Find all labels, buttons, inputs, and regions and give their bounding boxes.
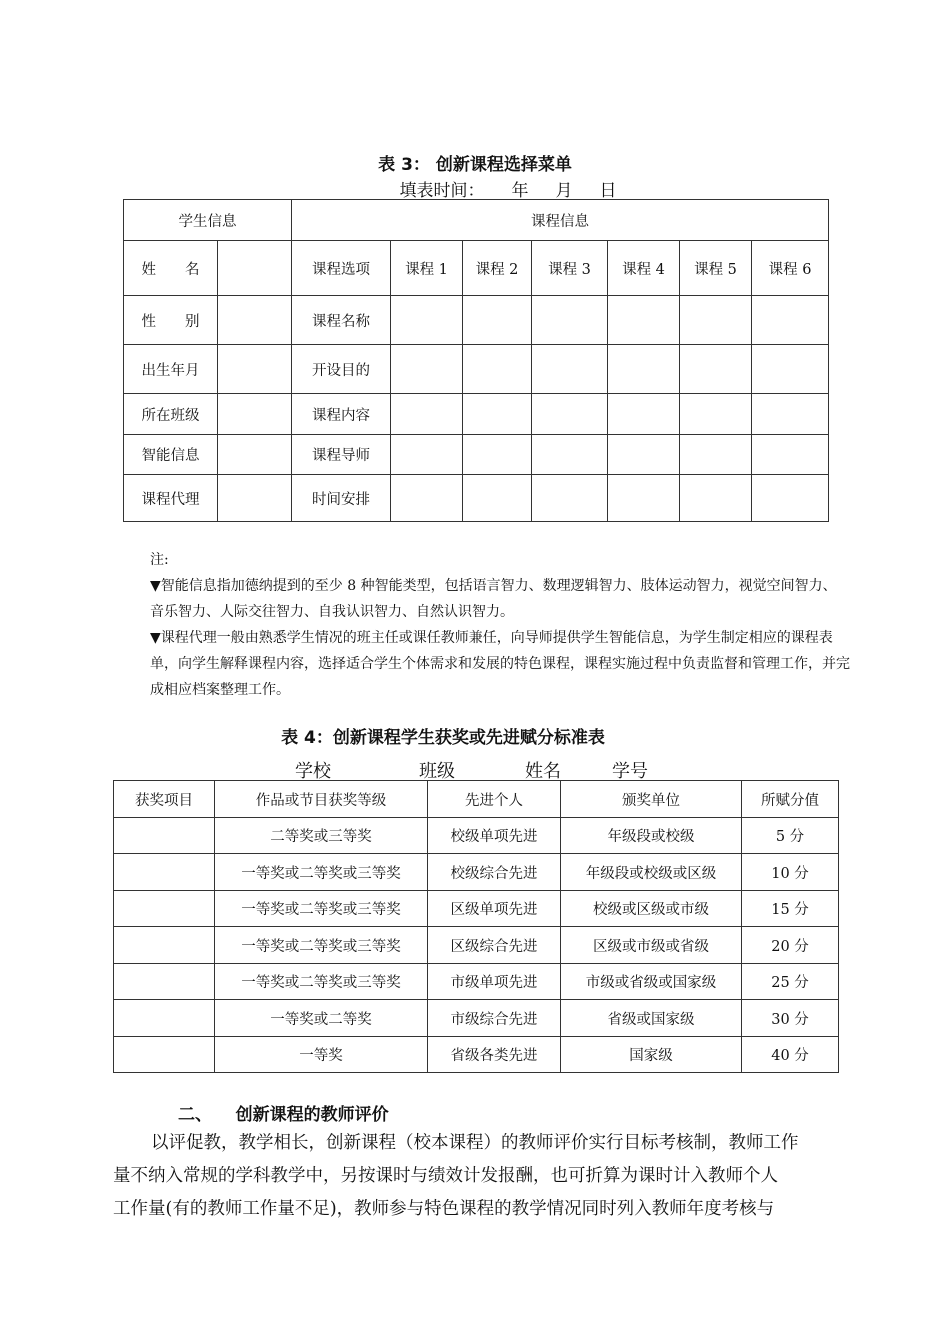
note-course-agent: ▼课程代理一般由熟悉学生情况的班主任或课任教师兼任，向导师提供学生智能信息，为学生制定相应的课程表单，向学生解释课程内容，选择适合学生个体需求和发展的特色课程，课程实施过程中负责监督和管理工作，并完成相应档案整理工作。 — [150, 630, 850, 698]
course-cell[interactable] — [680, 296, 752, 345]
student-field-value[interactable] — [218, 394, 292, 435]
issuing-unit-cell: 年级段或校级或区级 — [561, 854, 742, 891]
issuing-unit-cell: 校级或区级或市级 — [561, 891, 742, 927]
note-intelligence: ▼智能信息指加德纳提到的至少 8 种智能类型，包括语言智力、数理逻辑智力、肢体运动智力，视觉空间智力、音乐智力、人际交往智力、自我认识智力、自然认识智力。 — [150, 578, 837, 620]
award-level-cell: 一等奖或二等奖或三等奖 — [215, 964, 428, 1000]
table-row — [114, 1037, 839, 1073]
student-field-label: 性 别 — [124, 296, 218, 345]
award-level-cell: 一等奖 — [215, 1037, 428, 1073]
notes — [150, 547, 850, 703]
student-field-label: 智能信息 — [124, 435, 218, 475]
award-scoring-table — [113, 780, 839, 1073]
course-cell[interactable] — [391, 296, 463, 345]
table-row — [114, 818, 839, 854]
score-cell: 10 分 — [742, 854, 839, 891]
advanced-cell: 校级单项先进 — [428, 818, 561, 854]
section-heading: 二、 创新课程的教师评价 — [178, 1105, 389, 1125]
course-field-label: 课程导师 — [292, 435, 391, 475]
course-cell[interactable] — [532, 345, 608, 394]
course-cell[interactable] — [391, 394, 463, 435]
course-cell[interactable] — [463, 345, 532, 394]
course-cell[interactable] — [608, 475, 680, 522]
course-field-label: 开设目的 — [292, 345, 391, 394]
subheader-name: 姓名 — [525, 761, 561, 782]
paragraph-line: 以评促教，教学相长，创新课程（校本课程）的教师评价实行目标考核制，教师工作 — [151, 1133, 799, 1153]
award-level-cell: 一等奖或二等奖或三等奖 — [215, 854, 428, 891]
course-cell[interactable] — [532, 435, 608, 475]
award-level-cell: 一等奖或二等奖 — [215, 1000, 428, 1037]
student-field-label: 所在班级 — [124, 394, 218, 435]
student-field-value[interactable] — [218, 475, 292, 522]
student-field-label: 课程代理 — [124, 475, 218, 522]
table4-title: 表 4：创新课程学生获奖或先进赋分标准表 — [281, 728, 605, 748]
course-cell[interactable] — [463, 475, 532, 522]
course-cell[interactable] — [532, 394, 608, 435]
advanced-cell: 市级单项先进 — [428, 964, 561, 1000]
course-cell[interactable] — [752, 435, 829, 475]
course-col-3: 课程 3 — [532, 241, 608, 296]
issuing-unit-cell: 市级或省级或国家级 — [561, 964, 742, 1000]
course-cell[interactable] — [463, 296, 532, 345]
course-col-2: 课程 2 — [463, 241, 532, 296]
student-field-value[interactable] — [218, 345, 292, 394]
section-paragraph — [113, 1127, 853, 1226]
course-cell[interactable] — [391, 475, 463, 522]
header-award-item: 获奖项目 — [114, 781, 215, 818]
course-cell[interactable] — [463, 394, 532, 435]
issuing-unit-cell: 国家级 — [561, 1037, 742, 1073]
course-col-1: 课程 1 — [391, 241, 463, 296]
paragraph-line: 工作量(有的教师工作量不足)，教师参与特色课程的教学情况同时列入教师年度考核与 — [113, 1199, 775, 1219]
paragraph-line: 量不纳入常规的学科教学中，另按课时与绩效计发报酬，也可折算为课时计入教师个人 — [113, 1166, 778, 1186]
score-cell: 15 分 — [742, 891, 839, 927]
notes-label: 注: — [150, 552, 169, 568]
advanced-cell: 区级综合先进 — [428, 927, 561, 964]
course-field-label: 时间安排 — [292, 475, 391, 522]
table-row — [114, 927, 839, 964]
advanced-cell: 省级各类先进 — [428, 1037, 561, 1073]
award-item-cell[interactable] — [114, 1037, 215, 1073]
course-field-label: 课程内容 — [292, 394, 391, 435]
header-score: 所赋分值 — [742, 781, 839, 818]
student-field-label: 姓 名 — [124, 241, 218, 296]
course-cell[interactable] — [752, 475, 829, 522]
course-cell[interactable] — [463, 435, 532, 475]
score-cell: 5 分 — [742, 818, 839, 854]
student-field-value[interactable] — [218, 435, 292, 475]
table-row — [114, 1000, 839, 1037]
fill-time: 填表时间： 年 月 日 — [399, 181, 617, 201]
table-row — [114, 891, 839, 927]
course-cell[interactable] — [752, 296, 829, 345]
student-field-value[interactable] — [218, 296, 292, 345]
table-row — [114, 854, 839, 891]
course-cell[interactable] — [391, 345, 463, 394]
student-field-value[interactable] — [218, 241, 292, 296]
student-field-label: 出生年月 — [124, 345, 218, 394]
course-cell[interactable] — [680, 394, 752, 435]
award-level-cell: 一等奖或二等奖或三等奖 — [215, 927, 428, 964]
table-row — [114, 964, 839, 1000]
award-item-cell[interactable] — [114, 1000, 215, 1037]
score-cell: 25 分 — [742, 964, 839, 1000]
course-cell[interactable] — [680, 475, 752, 522]
subheader-student-id: 学号 — [612, 761, 648, 782]
score-cell: 30 分 — [742, 1000, 839, 1037]
advanced-cell: 市级综合先进 — [428, 1000, 561, 1037]
award-item-cell[interactable] — [114, 964, 215, 1000]
table3-title: 表 3： 创新课程选择菜单 — [378, 155, 572, 175]
course-col-6: 课程 6 — [752, 241, 829, 296]
course-cell[interactable] — [608, 435, 680, 475]
course-cell[interactable] — [680, 345, 752, 394]
score-cell: 40 分 — [742, 1037, 839, 1073]
course-field-label: 课程选项 — [292, 241, 391, 296]
course-cell[interactable] — [532, 475, 608, 522]
subheader-school: 学校 — [295, 761, 331, 782]
score-cell: 20 分 — [742, 927, 839, 964]
award-item-cell[interactable] — [114, 927, 215, 964]
course-cell[interactable] — [752, 345, 829, 394]
course-cell[interactable] — [608, 345, 680, 394]
award-item-cell[interactable] — [114, 854, 215, 891]
course-cell[interactable] — [532, 296, 608, 345]
award-item-cell[interactable] — [114, 891, 215, 927]
header-course-info: 课程信息 — [292, 200, 829, 241]
header-award-level: 作品或节目获奖等级 — [215, 781, 428, 818]
course-cell[interactable] — [608, 296, 680, 345]
course-cell[interactable] — [608, 394, 680, 435]
course-col-5: 课程 5 — [680, 241, 752, 296]
award-item-cell[interactable] — [114, 818, 215, 854]
award-level-cell: 二等奖或三等奖 — [215, 818, 428, 854]
header-student-info: 学生信息 — [124, 200, 292, 241]
header-issuing-unit: 颁奖单位 — [561, 781, 742, 818]
issuing-unit-cell: 年级段或校级 — [561, 818, 742, 854]
issuing-unit-cell: 区级或市级或省级 — [561, 927, 742, 964]
issuing-unit-cell: 省级或国家级 — [561, 1000, 742, 1037]
course-cell[interactable] — [680, 435, 752, 475]
course-field-label: 课程名称 — [292, 296, 391, 345]
subheader-class: 班级 — [419, 761, 455, 782]
course-cell[interactable] — [752, 394, 829, 435]
course-col-4: 课程 4 — [608, 241, 680, 296]
advanced-cell: 校级综合先进 — [428, 854, 561, 891]
course-cell[interactable] — [391, 435, 463, 475]
header-advanced-individual: 先进个人 — [428, 781, 561, 818]
advanced-cell: 区级单项先进 — [428, 891, 561, 927]
course-selection-table — [123, 199, 829, 522]
award-level-cell: 一等奖或二等奖或三等奖 — [215, 891, 428, 927]
